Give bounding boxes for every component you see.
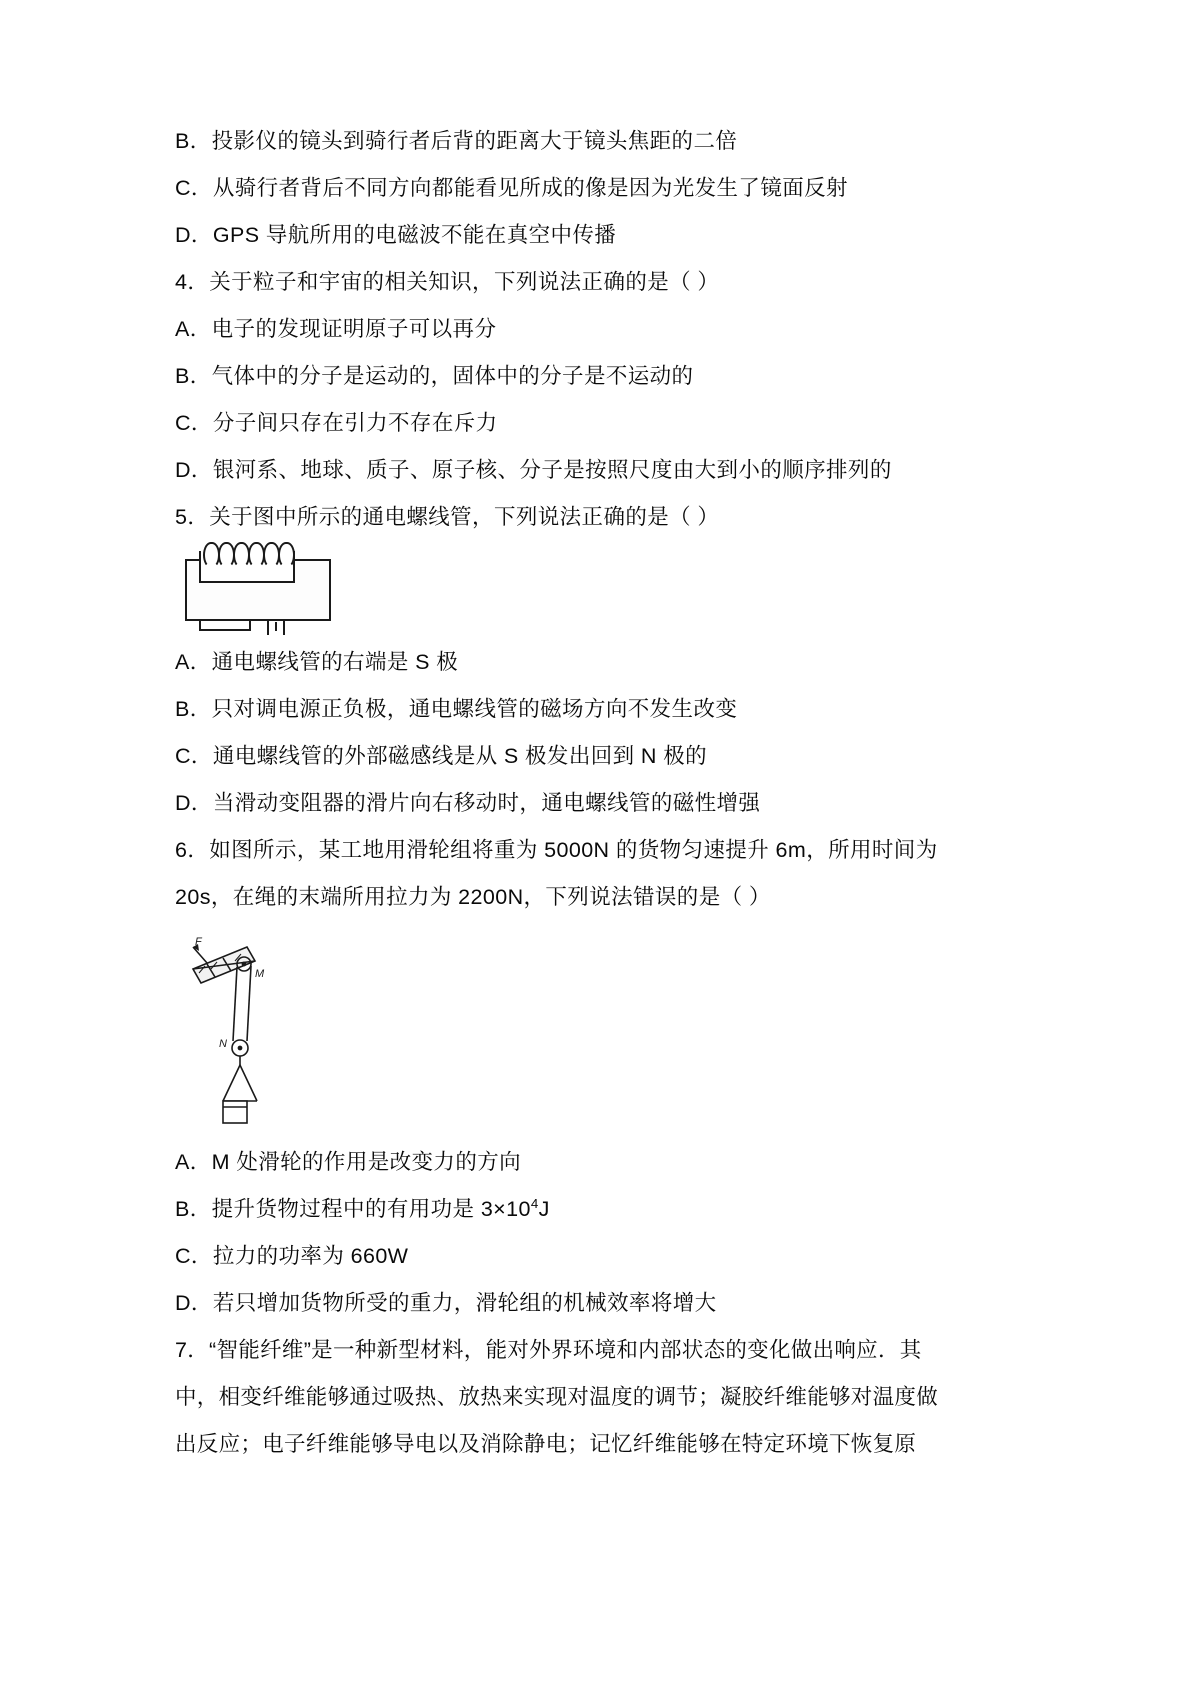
q6-stem-line2: 20s，在绳的末端所用拉力为 2200N，下列说法错误的是（ ）	[175, 885, 771, 909]
q3-option-b: B．投影仪的镜头到骑行者后背的距离大于镜头焦距的二倍	[175, 129, 738, 153]
q6-option-a: A．M 处滑轮的作用是改变力的方向	[175, 1150, 522, 1174]
label-pulley-m: M	[255, 968, 265, 980]
q6-option-b-exponent: 4	[530, 1195, 539, 1211]
q5-option-c: C．通电螺线管的外部磁感线是从 S 极发出回到 N 极的	[175, 744, 707, 768]
q6-option-c: C．拉力的功率为 660W	[175, 1244, 409, 1268]
q5-option-d: D．当滑动变阻器的滑片向右移动时，通电螺线管的磁性增强	[175, 791, 761, 815]
q7-line2: 中，相变纤维能够通过吸热、放热来实现对温度的调节；凝胶纤维能够对温度做	[175, 1385, 939, 1409]
q4-option-b: B．气体中的分子是运动的，固体中的分子是不运动的	[175, 364, 694, 388]
label-force-f: F	[195, 936, 202, 948]
q5-stem: 5．关于图中所示的通电螺线管，下列说法正确的是（ ）	[175, 505, 720, 529]
q3-option-c: C．从骑行者背后不同方向都能看见所成的像是因为光发生了镜面反射	[175, 176, 848, 200]
q6-option-b-post: J	[538, 1197, 550, 1221]
q6-option-b-pre: B．提升货物过程中的有用功是 3×10	[175, 1197, 531, 1221]
battery-long-plate-2	[283, 619, 285, 635]
coil-turn-6	[278, 542, 295, 568]
solenoid-circuit-figure	[185, 551, 335, 633]
q7-line1: 7．“智能纤维”是一种新型材料，能对外界环境和内部状态的变化做出响应．其	[175, 1338, 922, 1362]
q4-option-c: C．分子间只存在引力不存在斥力	[175, 411, 498, 435]
q4-option-a: A．电子的发现证明原子可以再分	[175, 317, 497, 341]
q5-option-a: A．通电螺线管的右端是 S 极	[175, 650, 459, 674]
rheostat-symbol	[199, 619, 251, 631]
pulley-diagram-svg	[185, 933, 315, 1133]
q5-option-b: B．只对调电源正负极，通电螺线管的磁场方向不发生改变	[175, 697, 738, 721]
q4-stem: 4．关于粒子和宇宙的相关知识，下列说法正确的是（ ）	[175, 270, 720, 294]
q6-option-b	[175, 1186, 1025, 1233]
pulley-system-figure	[185, 933, 315, 1133]
battery-long-plate	[267, 619, 269, 635]
q7-line3: 出反应；电子纤维能够导电以及消除静电；记忆纤维能够在特定环境下恢复原	[175, 1432, 917, 1456]
battery-short-plate	[275, 622, 277, 631]
q4-option-d: D．银河系、地球、质子、原子核、分子是按照尺度由大到小的顺序排列的	[175, 458, 892, 482]
label-pulley-n: N	[219, 1038, 227, 1050]
q3-option-d: D．GPS 导航所用的电磁波不能在真空中传播	[175, 223, 617, 247]
q6-option-d: D．若只增加货物所受的重力，滑轮组的机械效率将增大	[175, 1291, 717, 1315]
q6-stem-line1: 6．如图所示，某工地用滑轮组将重为 5000N 的货物匀速提升 6m，所用时间为	[175, 838, 938, 862]
